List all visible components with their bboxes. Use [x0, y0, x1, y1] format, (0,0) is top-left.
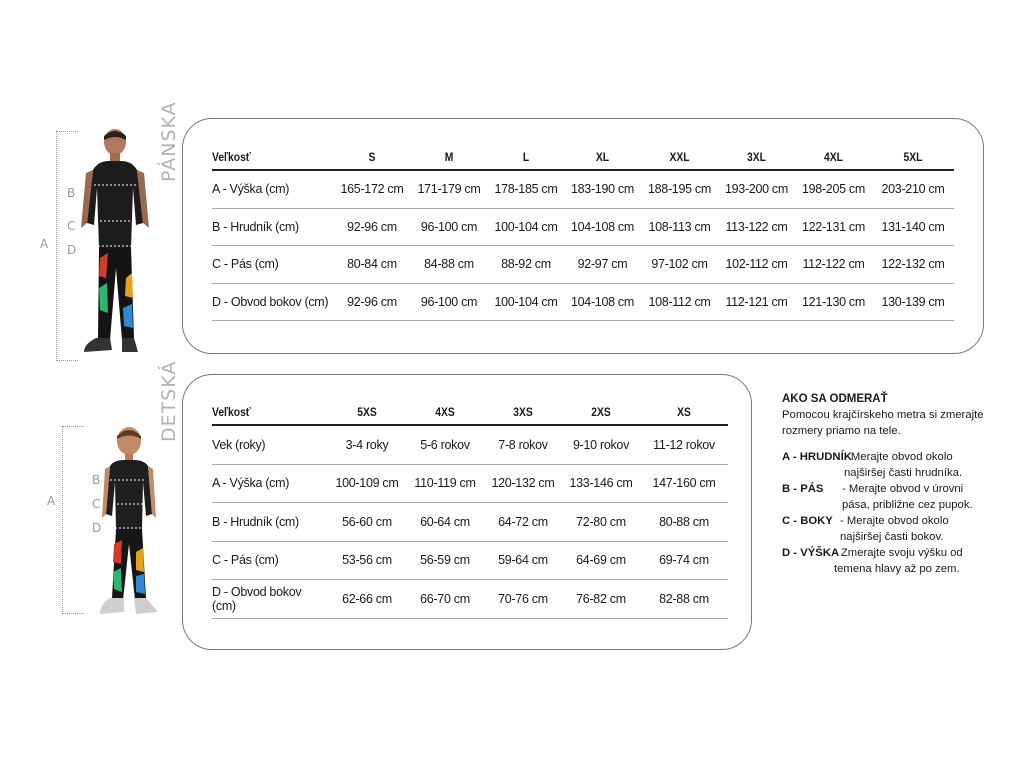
table-cell: 97-102 cm — [641, 246, 718, 284]
list-item — [782, 545, 1017, 577]
table-cell: 80-88 cm — [640, 503, 728, 542]
mens-header-cell: XL — [569, 145, 635, 170]
table-cell: 70-76 cm — [484, 580, 562, 619]
table-cell: 66-70 cm — [406, 580, 484, 619]
row-label: B - Hrudník (cm) — [212, 503, 328, 542]
measure-desc: - Merajte obvod okolo najširšej časti hrudníka. — [844, 451, 963, 479]
table-cell: 92-97 cm — [564, 246, 641, 284]
table-cell: 92-96 cm — [334, 208, 410, 246]
table-row — [212, 208, 954, 246]
table-cell: 120-132 cm — [484, 464, 562, 503]
kids-header-cell: XS — [646, 400, 722, 425]
table-cell: 113-122 cm — [718, 208, 795, 246]
table-cell: 198-205 cm — [795, 170, 872, 208]
row-label: D - Obvod bokov (cm) — [212, 283, 334, 321]
measure-desc: - Merajte obvod v úrovni pása, približne cez pupok. — [842, 483, 973, 511]
table-cell: 193-200 cm — [718, 170, 795, 208]
mens-letter-b: B — [67, 186, 76, 200]
table-cell: 102-112 cm — [718, 246, 795, 284]
table-cell: 5-6 rokov — [406, 425, 484, 464]
list-item — [782, 449, 1017, 481]
kids-letter-c: C — [92, 497, 101, 511]
how-to-measure-intro: Pomocou krajčírskeho metra si zmerajte rozmery priamo na tele. — [782, 409, 984, 437]
man-figure-image — [78, 128, 154, 366]
table-cell: 96-100 cm — [410, 208, 488, 246]
row-label: D - Obvod bokov (cm) — [212, 580, 328, 619]
how-to-measure-panel — [782, 391, 1017, 577]
row-label: A - Výška (cm) — [212, 170, 334, 208]
table-cell: 122-131 cm — [795, 208, 872, 246]
table-cell: 64-72 cm — [484, 503, 562, 542]
table-cell: 80-84 cm — [334, 246, 410, 284]
mens-header-cell: M — [415, 145, 482, 170]
table-cell: 108-113 cm — [641, 208, 718, 246]
table-cell: 84-88 cm — [410, 246, 488, 284]
mens-header-size: Veľkosť — [212, 145, 317, 170]
table-cell: 64-69 cm — [562, 541, 640, 580]
kids-size-table — [212, 400, 728, 619]
row-label: B - Hrudník (cm) — [212, 208, 334, 246]
measure-key: B - PÁS — [782, 483, 824, 495]
table-cell: 11-12 rokov — [640, 425, 728, 464]
row-label: C - Pás (cm) — [212, 541, 328, 580]
table-cell: 3-4 roky — [328, 425, 406, 464]
mens-letter-a: A — [40, 237, 49, 251]
mens-header-cell: XXL — [646, 145, 712, 170]
table-row — [212, 170, 954, 208]
kids-header-cell: 4XS — [411, 400, 478, 425]
mens-letter-d: D — [67, 243, 77, 257]
measure-key: C - BOKY — [782, 515, 833, 527]
table-cell: 96-100 cm — [410, 283, 488, 321]
table-cell: 130-139 cm — [872, 283, 954, 321]
table-row — [212, 246, 954, 284]
table-row — [212, 541, 728, 580]
table-cell: 108-112 cm — [641, 283, 718, 321]
table-cell: 183-190 cm — [564, 170, 641, 208]
table-cell: 188-195 cm — [641, 170, 718, 208]
kids-header-cell: 3XS — [489, 400, 556, 425]
how-to-measure-title: AKO SA ODMERAŤ — [782, 393, 888, 405]
table-cell: 76-82 cm — [562, 580, 640, 619]
mens-header-cell: 4XL — [800, 145, 866, 170]
measure-desc: - Merajte obvod okolo najširšej časti bokov. — [840, 515, 949, 543]
measure-desc: - Zmerajte svoju výšku od temena hlavy až po zem. — [834, 547, 963, 575]
mens-size-table — [212, 145, 954, 321]
table-cell: 121-130 cm — [795, 283, 872, 321]
table-cell: 59-64 cm — [484, 541, 562, 580]
kids-header-row — [212, 400, 728, 425]
table-cell: 171-179 cm — [410, 170, 488, 208]
table-cell: 100-104 cm — [488, 283, 564, 321]
table-row — [212, 464, 728, 503]
table-cell: 147-160 cm — [640, 464, 728, 503]
mens-header-cell: L — [493, 145, 558, 170]
table-cell: 112-121 cm — [718, 283, 795, 321]
table-cell: 110-119 cm — [406, 464, 484, 503]
table-cell: 122-132 cm — [872, 246, 954, 284]
table-cell: 133-146 cm — [562, 464, 640, 503]
table-row — [212, 503, 728, 542]
kids-letter-d: D — [92, 521, 102, 535]
child-figure-image — [100, 424, 164, 618]
list-item — [782, 513, 1017, 545]
table-cell: 7-8 rokov — [484, 425, 562, 464]
mens-header-cell: 5XL — [878, 145, 949, 170]
table-row — [212, 425, 728, 464]
table-cell: 82-88 cm — [640, 580, 728, 619]
table-row — [212, 580, 728, 619]
measure-key: D - VÝŠKA — [782, 547, 840, 559]
table-cell: 72-80 cm — [562, 503, 640, 542]
mens-header-row — [212, 145, 954, 170]
measure-key: A - HRUDNÍK — [782, 451, 852, 463]
mens-section-label: PÁNSKA — [158, 101, 180, 182]
row-label: Vek (roky) — [212, 425, 328, 464]
mens-letter-c: C — [67, 219, 76, 233]
table-cell: 131-140 cm — [872, 208, 954, 246]
row-label: C - Pás (cm) — [212, 246, 334, 284]
table-cell: 69-74 cm — [640, 541, 728, 580]
kids-header-cell: 5XS — [333, 400, 400, 425]
table-cell: 88-92 cm — [488, 246, 564, 284]
mens-header-cell: S — [339, 145, 404, 170]
table-cell: 178-185 cm — [488, 170, 564, 208]
table-cell: 60-64 cm — [406, 503, 484, 542]
table-cell: 203-210 cm — [872, 170, 954, 208]
table-cell: 104-108 cm — [564, 283, 641, 321]
table-cell: 100-104 cm — [488, 208, 564, 246]
list-item — [782, 481, 1017, 513]
table-cell: 56-60 cm — [328, 503, 406, 542]
kids-header-cell: 2XS — [567, 400, 634, 425]
mens-header-cell: 3XL — [723, 145, 789, 170]
table-cell: 165-172 cm — [334, 170, 410, 208]
row-label: A - Výška (cm) — [212, 464, 328, 503]
kids-letter-a: A — [47, 494, 56, 508]
table-cell: 104-108 cm — [564, 208, 641, 246]
table-cell: 100-109 cm — [328, 464, 406, 503]
table-cell: 56-59 cm — [406, 541, 484, 580]
table-row — [212, 283, 954, 321]
table-cell: 53-56 cm — [328, 541, 406, 580]
table-cell: 62-66 cm — [328, 580, 406, 619]
kids-letter-b: B — [92, 473, 101, 487]
table-cell: 112-122 cm — [795, 246, 872, 284]
table-cell: 92-96 cm — [334, 283, 410, 321]
kids-section-label: DETSKÁ — [158, 360, 180, 442]
kids-header-size: Veľkosť — [212, 400, 312, 425]
table-cell: 9-10 rokov — [562, 425, 640, 464]
